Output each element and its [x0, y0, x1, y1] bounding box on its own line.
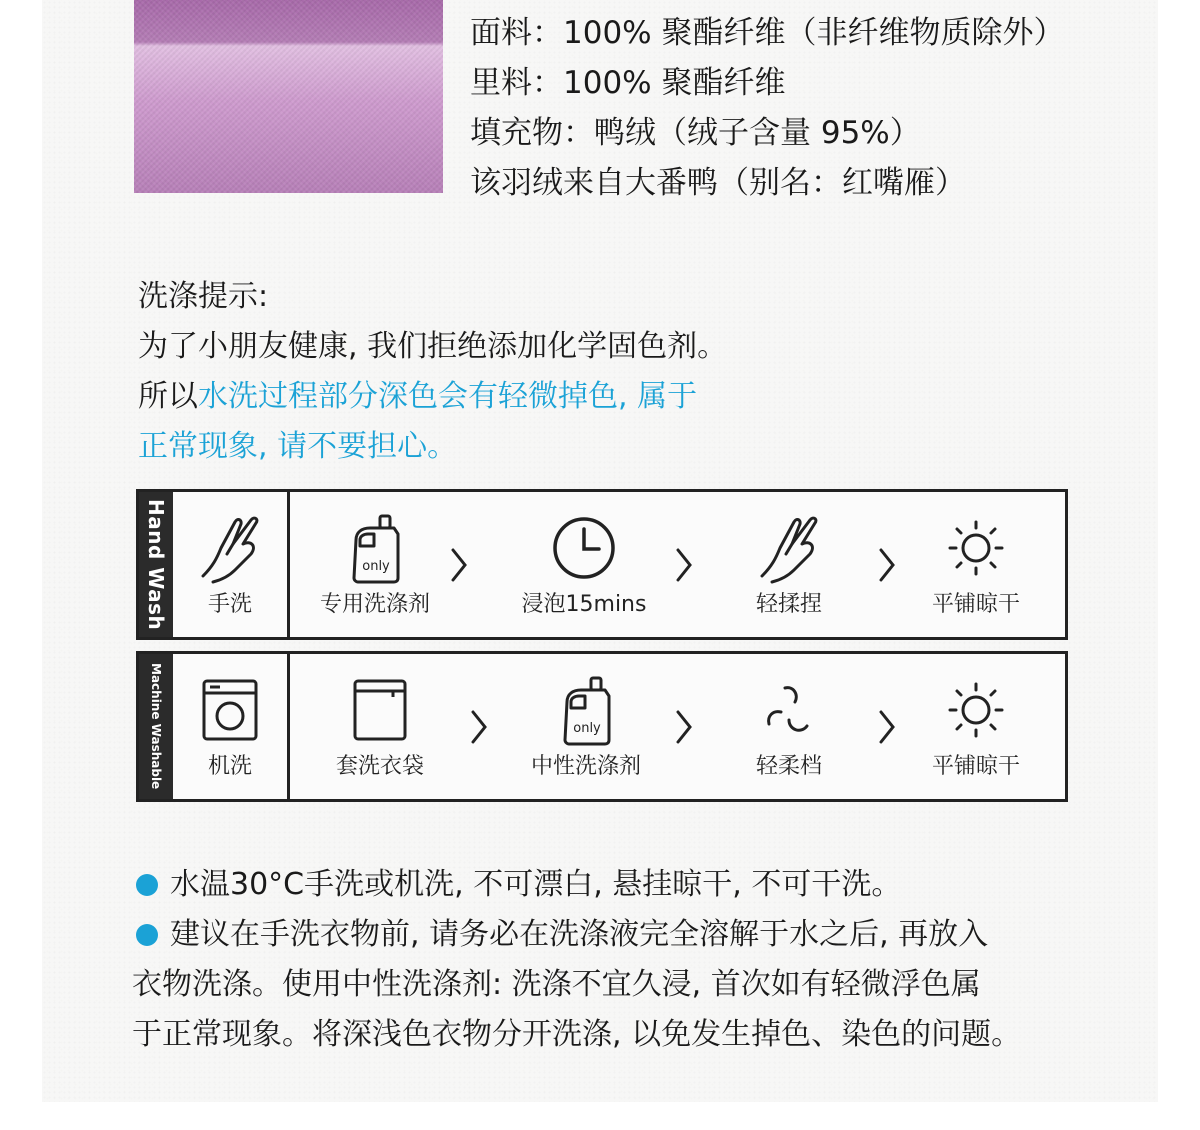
- hand-wash-side-text: Hand Wash: [144, 498, 168, 631]
- bullet-dot-icon: [136, 874, 158, 896]
- chevron-right-icon: [669, 492, 699, 637]
- hand-step-soak-label: 浸泡15mins: [521, 592, 647, 617]
- care-notes: [132, 860, 1132, 1060]
- sun-icon: [944, 672, 1008, 748]
- only-text: only: [362, 559, 390, 574]
- hand-step-dry-label: 平铺晾干: [931, 592, 1020, 617]
- hand-step-detergent-label: 专用洗涤剂: [319, 592, 430, 617]
- clock-icon: [551, 510, 617, 586]
- wash-intro: [138, 272, 838, 472]
- only-text: only: [573, 721, 601, 736]
- wash-intro-line1: 为了小朋友健康, 我们拒绝添加化学固色剂。: [138, 329, 728, 364]
- hand-wash-panel: [136, 489, 1068, 640]
- chevron-right-icon: [464, 654, 494, 799]
- chevron-right-icon: [669, 654, 699, 799]
- note-line-2: [132, 910, 1132, 960]
- machine-step-gentle: [704, 654, 874, 799]
- hand-step-knead-label: 轻揉捏: [755, 592, 822, 617]
- bullet-dot-icon: [136, 924, 158, 946]
- note-bullet2-line3: 于正常现象。将深浅色衣物分开洗涤, 以免发生掉色、染色的问题。: [132, 1017, 1022, 1052]
- machine-step-dry: [891, 654, 1061, 799]
- machine-step-detergent: [501, 654, 671, 799]
- material-line-lining: 里料：100% 聚酯纤维: [470, 65, 786, 101]
- note-bullet2-line2: 衣物洗涤。使用中性洗涤剂: 洗涤不宜久浸, 首次如有轻微浮色属: [132, 967, 981, 1002]
- material-line-shell: 面料：100% 聚酯纤维（非纤维物质除外）: [470, 15, 1065, 51]
- wash-intro-line3-highlight: 正常现象, 请不要担心。: [138, 429, 458, 464]
- machine-step-gentle-label: 轻柔档: [755, 754, 822, 779]
- detergent-bottle-icon: [557, 672, 615, 748]
- wash-heading: 洗涤提示:: [138, 279, 269, 314]
- detergent-bottle-icon: [346, 510, 404, 586]
- laundry-bag-icon: [351, 672, 409, 748]
- wash-intro-line2-prefix: 所以: [138, 379, 198, 414]
- chevron-right-icon: [444, 492, 474, 637]
- hand-icon: [754, 510, 824, 586]
- machine-wash-panel: [136, 651, 1068, 802]
- washing-machine-icon: [200, 672, 260, 748]
- panel-divider: [287, 654, 290, 799]
- hand-wash-first-label: 手洗: [207, 592, 252, 617]
- note-bullet2-line1: 建议在手洗衣物前, 请务必在洗涤液完全溶解于水之后, 再放入: [170, 917, 989, 952]
- hand-wash-first: [173, 492, 287, 637]
- hand-step-knead: [704, 492, 874, 637]
- hand-wash-side-label: [139, 492, 173, 637]
- hand-icon: [195, 510, 265, 586]
- sun-icon: [944, 510, 1008, 586]
- machine-step-bag: [295, 654, 465, 799]
- material-line-filling: 填充物：鸭绒（绒子含量 95%）: [470, 115, 921, 151]
- machine-step-dry-label: 平铺晾干: [931, 754, 1020, 779]
- note-line-1: [132, 860, 1132, 910]
- machine-step-bag-label: 套洗衣袋: [335, 754, 424, 779]
- machine-wash-side-text: Machine Washable: [149, 663, 163, 790]
- fabric-swatch-image: [134, 0, 443, 193]
- hand-step-dry: [891, 492, 1061, 637]
- note-bullet1: 水温30°C手洗或机洗, 不可漂白, 悬挂晾干, 不可干洗。: [170, 867, 902, 902]
- wash-intro-line2: [138, 372, 838, 422]
- machine-step-detergent-label: 中性洗涤剂: [530, 754, 641, 779]
- gentle-cycle-icon: [759, 672, 819, 748]
- machine-wash-first-label: 机洗: [207, 754, 252, 779]
- machine-wash-first: [173, 654, 287, 799]
- material-composition: [470, 8, 1160, 208]
- wash-intro-line2-highlight: 水洗过程部分深色会有轻微掉色, 属于: [198, 379, 698, 414]
- material-line-origin: 该羽绒来自大番鸭（别名：红嘴雁）: [470, 165, 966, 201]
- hand-step-detergent: [290, 492, 460, 637]
- machine-wash-side-label: [139, 654, 173, 799]
- hand-step-soak: [499, 492, 669, 637]
